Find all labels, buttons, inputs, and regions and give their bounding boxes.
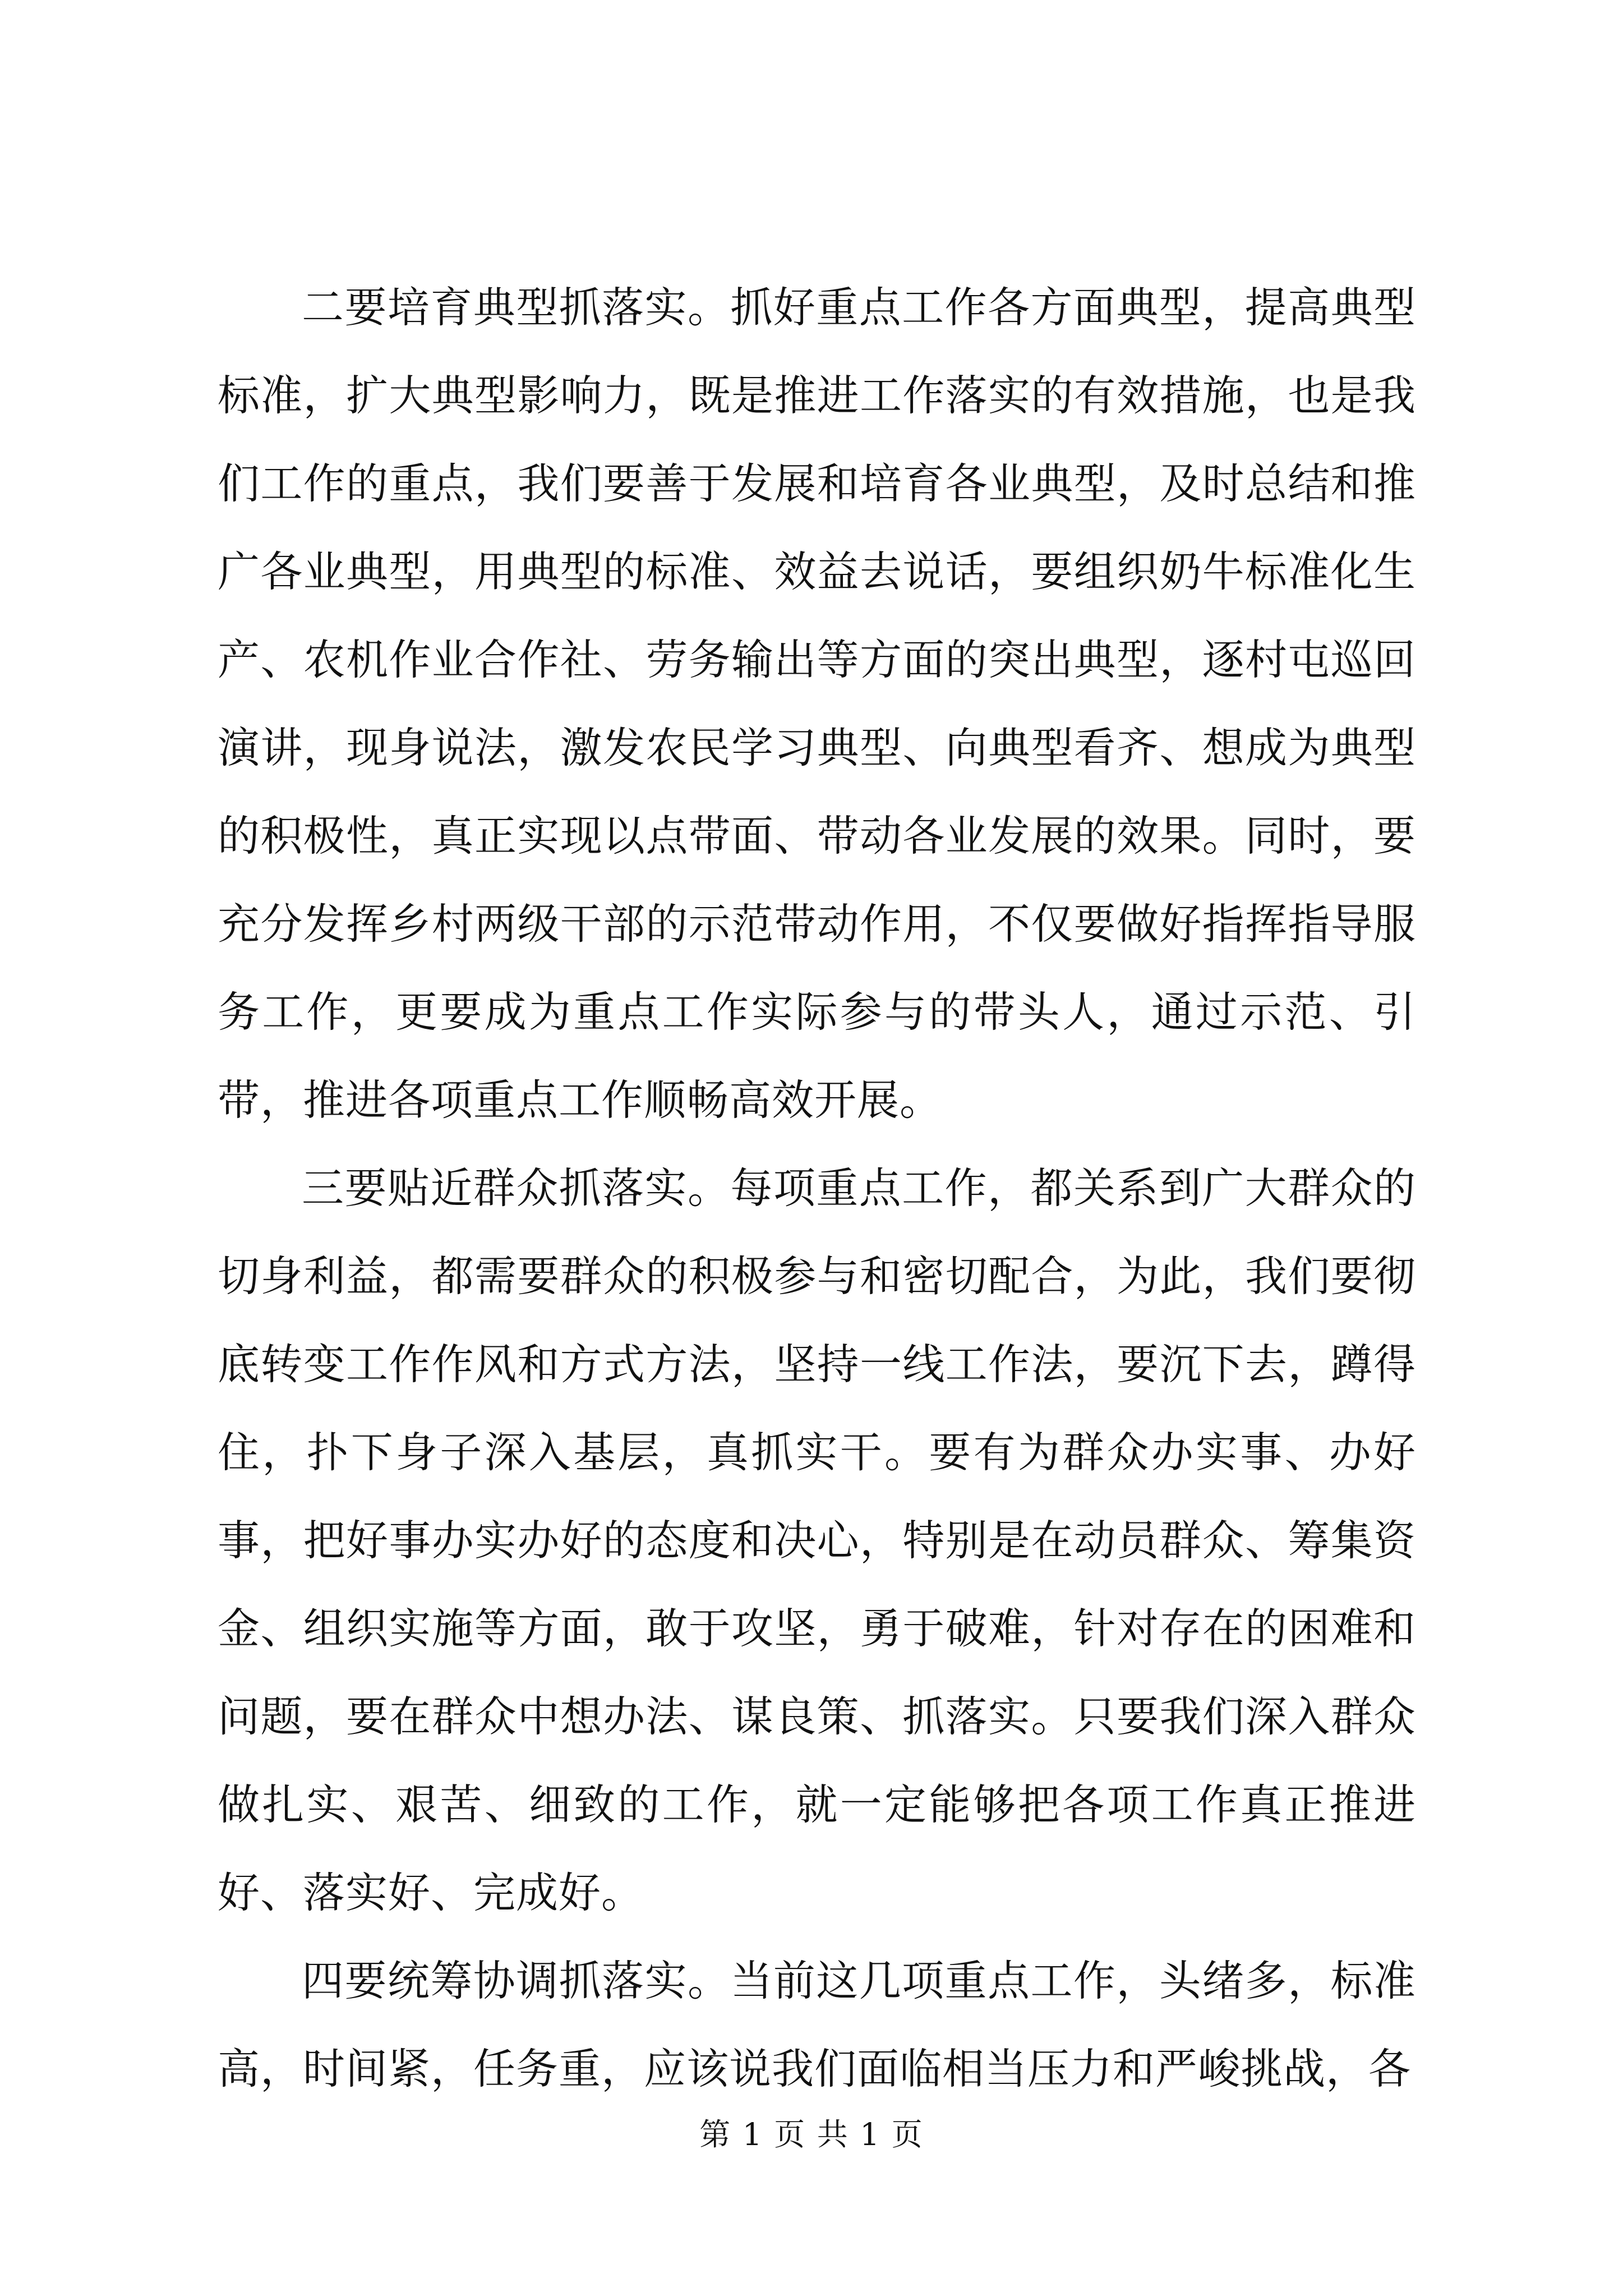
paragraph-2: 三要贴近群众抓落实。每项重点工作，都关系到广大群众的切身利益，都需要群众的积极参与和密切配合，为此，我们要彻底转变工作作风和方式方法，坚持一线工作法，要沉下去，蹲得住，扑下身子深入基层，真抓实干。要有为群众办实事、办好事，把好事办实办好的态度和决心，特别是在动员群众、筹集资金、组织实施等方面，敢于攻坚，勇于破难，针对存在的困难和问题，要在群众中想办法、谋良策、抓落实。只要我们深入群众做扎实、艰苦、细致的工作，就一定能够把各项工作真正推进好、落实好、完成好。 — [218, 1163, 1416, 1917]
page-footer: 第 1 页 共 1 页 — [699, 2116, 924, 2152]
paragraph-3: 四要统筹协调抓落实。当前这几项重点工作，头绪多，标准高，时间紧，任务重，应该说我们面临相当压力和严峻挑战，各 — [218, 1956, 1416, 2093]
paragraph-1: 二要培育典型抓落实。抓好重点工作各方面典型，提高典型标准，扩大典型影响力，既是推进工作落实的有效措施，也是我们工作的重点，我们要善于发展和培育各业典型，及时总结和推广各业典型，用典型的标准、效益去说话，要组织奶牛标准化生产、农机作业合作社、劳务输出等方面的突出典型，逐村屯巡回演讲，现身说法，激发农民学习典型、向典型看齐、想成为典型的积极性，真正实现以点带面、带动各业发展的效果。同时，要充分发挥乡村两级干部的示范带动作用，不仅要做好指挥指导服务工作，更要成为重点工作实际参与的带头人，通过示范、引带，推进各项重点工作顺畅高效开展。 — [218, 283, 1416, 1125]
document-body — [218, 264, 1416, 2113]
